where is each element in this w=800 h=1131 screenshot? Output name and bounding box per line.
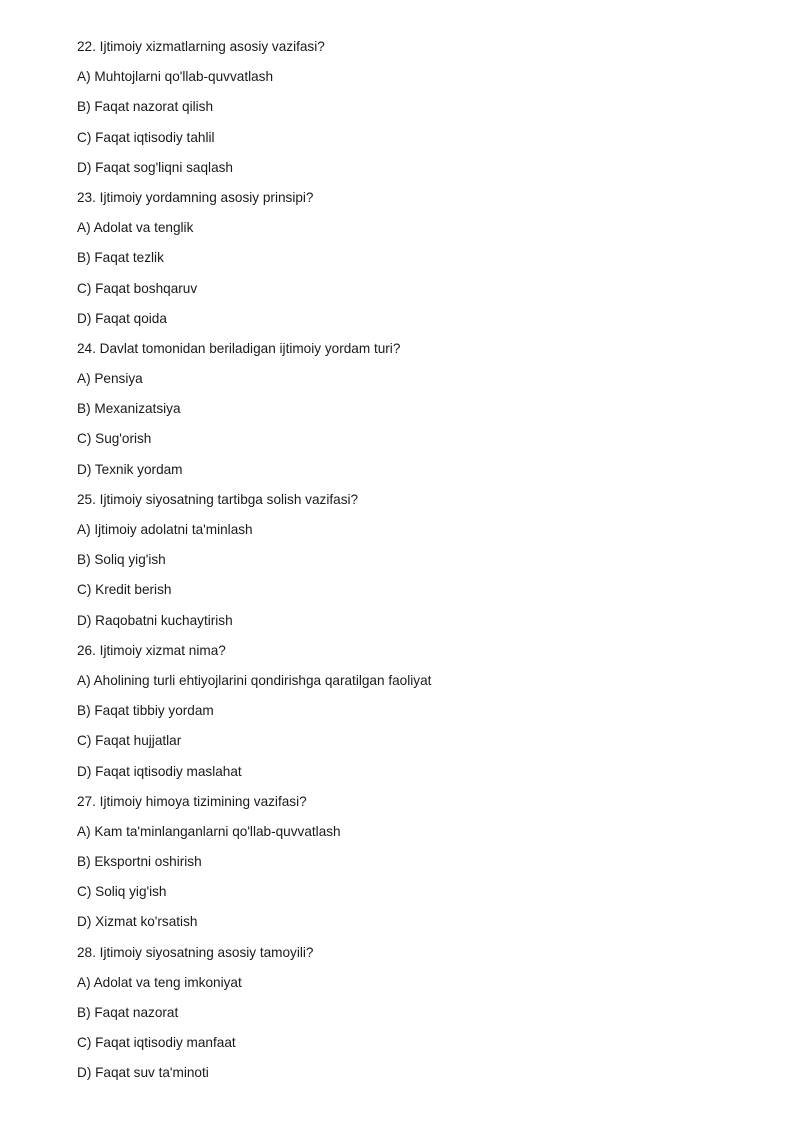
question-text: 23. Ijtimoiy yordamning asosiy prinsipi?	[77, 189, 314, 205]
question-block	[77, 340, 757, 491]
answer-option: B) Soliq yig'ish	[77, 552, 166, 568]
question-text: 25. Ijtimoiy siyosatning tartibga solish vazifasi?	[77, 491, 359, 507]
answer-option: B) Faqat nazorat qilish	[77, 99, 214, 115]
answer-option: A) Kam ta'minlanganlarni qo'llab-quvvatlash	[77, 823, 341, 839]
answer-option: B) Faqat tezlik	[77, 250, 164, 266]
answer-option: C) Sug'orish	[77, 431, 152, 447]
question-text: 27. Ijtimoiy himoya tizimining vazifasi?	[77, 793, 307, 809]
answer-option: D) Faqat sog'liqni saqlash	[77, 159, 233, 175]
answer-option: B) Faqat tibbiy yordam	[77, 703, 214, 719]
answer-option: A) Ijtimoiy adolatni ta'minlash	[77, 522, 253, 537]
answer-option: B) Faqat nazorat	[77, 1005, 179, 1020]
answer-option: C) Kredit berish	[77, 582, 172, 598]
answer-option: D) Faqat suv ta'minoti	[77, 1065, 209, 1081]
question-block	[77, 642, 757, 793]
answer-option: D) Xizmat ko'rsatish	[77, 914, 198, 930]
quiz-content	[77, 38, 757, 1095]
question-block	[77, 491, 757, 642]
question-text: 22. Ijtimoiy xizmatlarning asosiy vazifasi?	[77, 39, 325, 54]
question-text: 28. Ijtimoiy siyosatning asosiy tamoyili?	[77, 944, 314, 960]
answer-option: C) Faqat iqtisodiy tahlil	[77, 129, 215, 145]
question-block	[77, 189, 757, 340]
question-text: 26. Ijtimoiy xizmat nima?	[77, 642, 226, 658]
question-text: 24. Davlat tomonidan beriladigan ijtimoiy yordam turi?	[77, 340, 401, 356]
answer-option: C) Soliq yig'ish	[77, 884, 167, 900]
question-block	[77, 944, 757, 1095]
answer-option: D) Faqat qoida	[77, 310, 167, 326]
answer-option: D) Raqobatni kuchaytirish	[77, 612, 233, 628]
answer-option: C) Faqat iqtisodiy manfaat	[77, 1035, 236, 1051]
answer-option: A) Adolat va tenglik	[77, 220, 194, 236]
answer-option: C) Faqat hujjatlar	[77, 733, 182, 749]
answer-option: B) Eksportni oshirish	[77, 854, 202, 870]
answer-option: B) Mexanizatsiya	[77, 401, 181, 417]
answer-option: A) Pensiya	[77, 371, 143, 387]
answer-option: A) Adolat va teng imkoniyat	[77, 974, 242, 990]
answer-option: A) Aholining turli ehtiyojlarini qondirishga qaratilgan faoliyat	[77, 672, 432, 688]
question-block	[77, 793, 757, 944]
answer-option: D) Faqat iqtisodiy maslahat	[77, 763, 242, 779]
answer-option: A) Muhtojlarni qo'llab-quvvatlash	[77, 69, 274, 85]
answer-option: D) Texnik yordam	[77, 461, 183, 477]
answer-option: C) Faqat boshqaruv	[77, 280, 198, 296]
question-block	[77, 38, 757, 189]
